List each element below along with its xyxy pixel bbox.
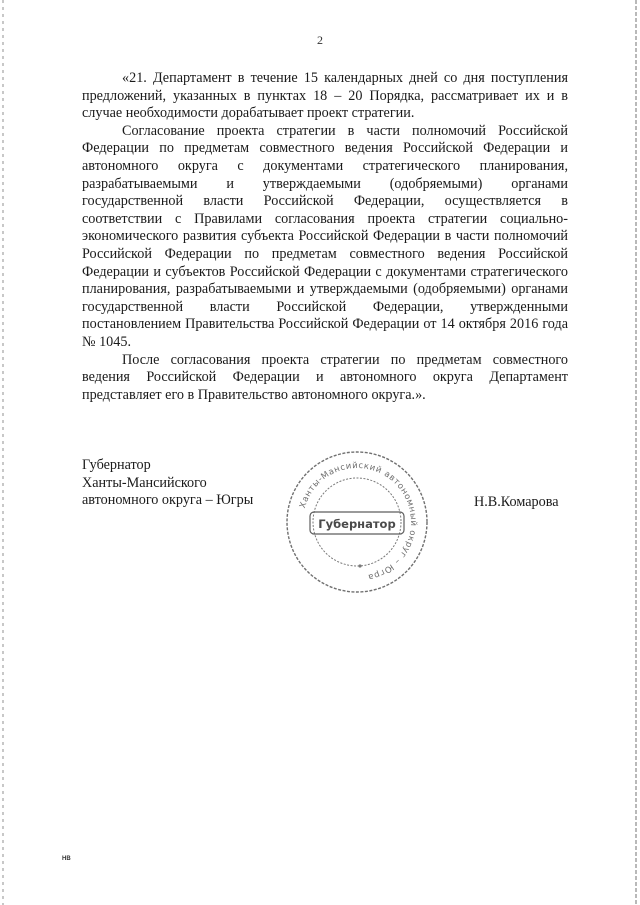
official-seal <box>283 448 431 596</box>
document-body <box>82 70 568 404</box>
footer-code: НВ <box>62 856 71 862</box>
page-number: 2 <box>317 33 323 47</box>
paragraph-3: После согласования проекта стратегии по предметам совместного ведения Российской Федерации и автономного округа Департамент представляет его в Правительство автономного округа.». <box>82 351 568 403</box>
signatory-title-line: автономного округа – Югры <box>82 492 254 509</box>
paragraph-2: Согласование проекта стратегии в части полномочий Российской Федерации по предметам совместного ведения Российской Федерации и автономного округа с документами стратегического планирования, разрабатываемыми и утверждаемыми (одобряемыми) органами государственной власти Российской Федерации, осуществляется в соответствии с Правилами согласования проекта стратегии социально-экономического развития субъекта Российской Федерации в части полномочий Российской Федерации по предметам совместного ведения Российской Федерации и субъектов Российской Федерации с документами стратегического планирования, разрабатываемыми и утверждаемыми (одобряемыми) органами государственной власти Российской Федерации, утвержденными постановлением Правительства Российской Федерации от 14 октября 2016 года № 1045. <box>82 122 568 350</box>
seal-ring-text: Ханты-Мансийский автономный округ – Югра <box>297 460 419 582</box>
seal-dot <box>358 564 361 567</box>
seal-center-label: Губернатор <box>318 517 396 531</box>
scan-edge-left <box>2 0 4 905</box>
paragraph-1: «21. Департамент в течение 15 календарных дней со дня поступления предложений, указанных в пунктах 18 – 20 Порядка, рассматривает их и в случае необходимости дорабатывает проект стратегии. <box>82 70 568 122</box>
scan-edge-right <box>635 0 637 905</box>
signatory-title <box>82 457 253 510</box>
signatory-title-line: Губернатор <box>82 457 151 473</box>
signatory-title-line: Ханты-Мансийского <box>82 474 207 491</box>
signatory-name: Н.В.Комарова <box>474 494 559 510</box>
